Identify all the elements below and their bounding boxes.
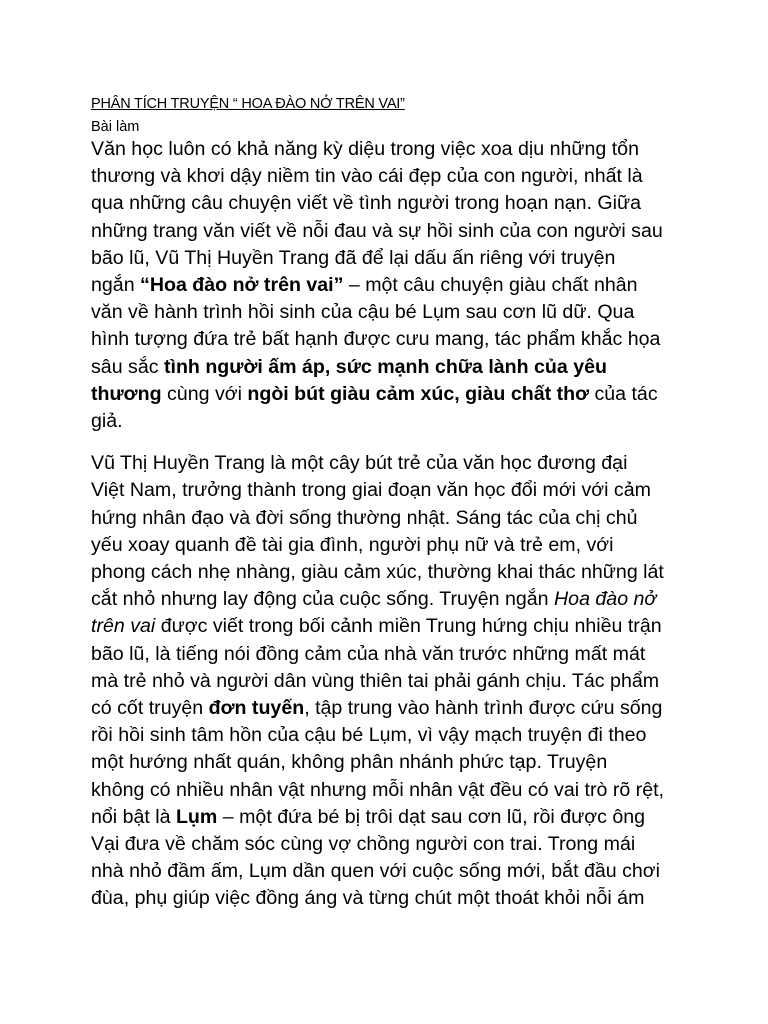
text-line xyxy=(91,858,691,885)
text-line xyxy=(91,408,691,435)
text-run: Vũ Thị Huyền Trang là một cây bút trẻ của văn học đương đại xyxy=(91,452,628,475)
text-line xyxy=(91,532,691,559)
bold-text: tình người ấm áp, sức mạnh chữa lành của yêu xyxy=(163,355,608,378)
text-run: bão lũ, Vũ Thị Huyền Trang đã để lại dấu ấn riêng với truyện xyxy=(91,246,616,269)
text-run: – một câu chuyện giàu chất nhân xyxy=(343,274,638,297)
text-line xyxy=(91,218,691,245)
text-line xyxy=(91,245,691,272)
text-run: Vại đưa về chăm sóc cùng vợ chồng người con trai. Trong mái xyxy=(91,833,636,856)
text-line xyxy=(91,777,691,804)
text-run: Văn học luôn có khả năng kỳ diệu trong việc xoa dịu những tổn xyxy=(91,138,639,160)
bold-text: “Hoa đào nở trên vai” xyxy=(140,274,344,297)
text-line xyxy=(91,804,691,831)
bold-text: thương xyxy=(91,382,162,405)
text-line xyxy=(91,190,691,217)
text-line xyxy=(91,163,691,190)
italic-text: Hoa đào nở xyxy=(554,588,657,611)
document-subtitle: Bài làm xyxy=(91,119,140,135)
text-line xyxy=(91,381,691,408)
text-line xyxy=(91,885,691,912)
text-run: hứng nhân đạo và đời sống thường nhật. Sáng tác của chị chủ xyxy=(91,506,638,529)
bold-text: Lụm xyxy=(175,805,218,828)
text-run: thương và khơi dậy niềm tin vào cái đẹp của con người, nhất là xyxy=(91,165,643,188)
text-run: văn về hành trình hồi sinh của cậu bé Lụm sau cơn lũ dữ. Qua xyxy=(91,301,635,324)
text-run: không có nhiều nhân vật nhưng mỗi nhân vật đều có vai trò rõ rệt, xyxy=(91,778,664,801)
document-title: PHÂN TÍCH TRUYỆN “ HOA ĐÀO NỞ TRÊN VAI” xyxy=(91,96,405,112)
text-line xyxy=(91,613,691,640)
text-line xyxy=(91,326,691,353)
text-run: , tập trung vào hành trình được cứu sống xyxy=(304,697,663,720)
text-line xyxy=(91,749,691,776)
text-run: cắt nhỏ nhưng lay động của cuộc sống. Truyện ngắn xyxy=(91,588,555,611)
text-run: sâu sắc xyxy=(91,355,164,378)
text-line xyxy=(91,586,691,613)
text-run: yếu xoay quanh đề tài gia đình, người phụ nữ và trẻ em, với xyxy=(91,533,614,556)
text-run: nhà nhỏ đầm ấm, Lụm dần quen với cuộc sống mới, bắt đầu chơi xyxy=(91,860,660,883)
text-line xyxy=(91,559,691,586)
text-line xyxy=(91,136,691,163)
text-run: mà trẻ nhỏ và người dân vùng thiên tai phải gánh chịu. Tác phẩm xyxy=(91,669,660,692)
text-run: của tác xyxy=(589,382,658,405)
text-run: giả. xyxy=(91,410,123,433)
paragraph-intro xyxy=(91,136,691,435)
text-run: một hướng nhất quán, không phân nhánh phức tạp. Truyện xyxy=(91,751,608,774)
document-page xyxy=(91,95,691,913)
text-run: đùa, phụ giúp việc đồng áng và từng chút một thoát khỏi nỗi ám xyxy=(91,887,645,910)
text-run: hình tượng đứa trẻ bất hạnh được cưu mang, tác phẩm khắc họa xyxy=(91,328,661,351)
text-run: Việt Nam, trưởng thành trong giai đoạn văn học đổi mới với cảm xyxy=(91,479,651,502)
bold-text: đơn tuyến xyxy=(208,697,305,720)
text-line xyxy=(91,450,691,477)
text-line xyxy=(91,354,691,381)
text-line xyxy=(91,477,691,504)
text-run: bão lũ, là tiếng nói đồng cảm của nhà văn trước những mất mát xyxy=(91,642,646,665)
text-run: ngắn xyxy=(91,274,141,297)
text-run: phong cách nhẹ nhàng, giàu cảm xúc, thường khai thác những lát xyxy=(91,561,664,584)
text-run: nổi bật là xyxy=(91,805,176,828)
bold-text: ngòi bút giàu cảm xúc, giàu chất thơ xyxy=(247,382,589,405)
text-line xyxy=(91,272,691,299)
text-run: qua những câu chuyện viết về tình người trong hoạn nạn. Giữa xyxy=(91,192,642,215)
text-run: – một đứa bé bị trôi dạt sau cơn lũ, rồi được ông xyxy=(217,805,646,828)
text-run: được viết trong bối cảnh miền Trung hứng chịu nhiều trận xyxy=(155,615,662,638)
text-line xyxy=(91,641,691,668)
text-line xyxy=(91,722,691,749)
paragraph-body xyxy=(91,450,691,912)
text-line xyxy=(91,695,691,722)
text-line xyxy=(91,668,691,695)
text-run: có cốt truyện xyxy=(91,697,209,720)
italic-text: trên vai xyxy=(91,615,156,638)
text-line xyxy=(91,831,691,858)
text-run: cùng với xyxy=(161,382,248,405)
text-run: rồi hồi sinh tâm hồn của cậu bé Lụm, vì vậy mạch truyện đi theo xyxy=(91,724,647,747)
text-run: những trang văn viết về nỗi đau và sự hồi sinh của con người sau xyxy=(91,219,663,242)
text-line xyxy=(91,505,691,532)
text-line xyxy=(91,299,691,326)
